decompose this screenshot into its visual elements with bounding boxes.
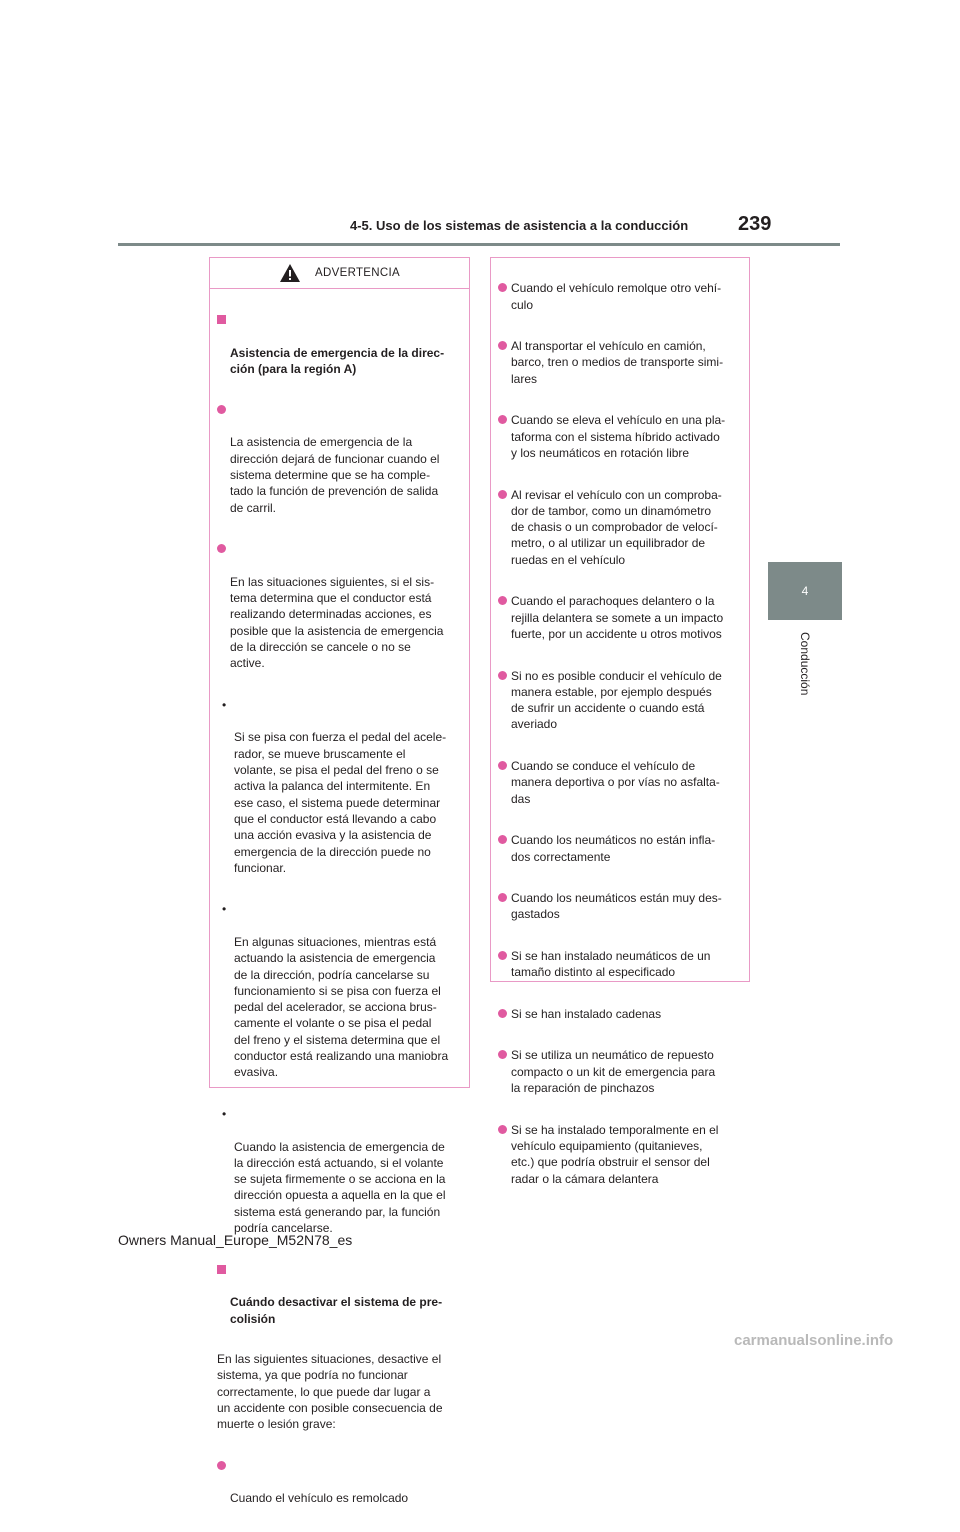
list-item-text: Cuando el vehículo remolque otro vehí- culo (511, 281, 722, 312)
dot-bullet-icon (498, 490, 507, 499)
list-item (498, 1122, 743, 1187)
list-item-text: Si se ha instalado temporalmente en el vehículo equipamiento (quitanieves, etc.) que podría obstruir el sensor del radar o la cámara delantera (511, 1122, 719, 1186)
list-item-text: Cuando se eleva el vehículo en una pla- taforma con el sistema híbrido activado y los neumáticos en rotación libre (511, 413, 726, 460)
dot-bullet-icon (498, 951, 507, 960)
list-item (498, 338, 743, 387)
list-item (498, 412, 743, 461)
heading-text: Cuándo desactivar el sistema de pre- colisión (230, 1295, 443, 1326)
dot-bullet-icon (498, 835, 507, 844)
list-item-text: Cuando el vehículo es remolcado (230, 1491, 409, 1506)
list-item-text: La asistencia de emergencia de la dirección dejará de funcionar cuando el sistema determine que se ha comple- tado la función de prevención de salida de carril. (230, 435, 440, 515)
square-bullet-icon (217, 1265, 226, 1274)
warning-title: ADVERTENCIA (315, 266, 400, 279)
list-item (498, 758, 743, 807)
list-item-text: Cuando se conduce el vehículo de manera deportiva o por vías no asfalta- das (511, 759, 720, 806)
dot-bullet-icon (498, 1125, 507, 1134)
dot-bullet-icon (498, 341, 507, 350)
list-item (498, 1047, 743, 1096)
list-item (498, 593, 743, 642)
list-item (498, 832, 743, 865)
dot-bullet-icon (498, 283, 507, 292)
square-bullet-icon (217, 315, 226, 324)
list-item (498, 487, 743, 568)
sub-list-item (217, 901, 463, 1080)
list-item-text: En las situaciones siguientes, si el sis- tema determina que el conductor está realizando determinadas acciones, es posible que la asistencia de emergencia de la dirección se cancele o no se active. (230, 574, 444, 671)
dot-bullet-icon (498, 415, 507, 424)
warning-box-right (490, 257, 750, 1186)
dot-bullet-icon (217, 1461, 226, 1470)
list-item-text: Si se han instalado cadenas (511, 1006, 662, 1021)
dot-bullet-icon (217, 405, 226, 414)
list-item (498, 280, 743, 313)
warning-triangle-icon (279, 263, 301, 283)
small-dot-icon: • (222, 902, 227, 917)
chapter-tab[interactable] (768, 562, 842, 620)
sub-list-item-text: En algunas situaciones, mientras está actuando la asistencia de emergencia de la dirección, podría cancelarse su funcionamiento si se pisa con fuerza el pedal del acelerador, se acciona brus- camente el volante o se pisa el pedal del freno y el sistema determina que el conductor está realizando una maniobra evasiva. (234, 934, 449, 1080)
sub-list-item-text: Cuando la asistencia de emergencia de la dirección está actuando, si el volante se sujeta firmemente o se acciona en la dirección opuesta a aquella en la que el sistema está generando par, la función podría cancelarse. (234, 1139, 446, 1236)
heading-disable-precollision (217, 1262, 463, 1327)
list-item-text: Cuando los neumáticos están muy des- gastados (511, 891, 722, 922)
small-dot-icon: • (222, 697, 227, 712)
list-item (217, 402, 463, 516)
list-item-text: Al transportar el vehículo en camión, barco, tren o medios de transporte simi- lares (511, 339, 724, 386)
paragraph: En las siguientes situaciones, desactive el sistema, ya que podría no funcionar correctamente, lo que puede dar lugar a un accidente con posible consecuencia de muerte o lesión grave: (217, 1352, 443, 1432)
footer-manual-id: Owners Manual_Europe_M52N78_es (118, 1232, 353, 1248)
list-item-text: Cuando los neumáticos no están infla- dos correctamente (511, 833, 716, 864)
heading-emergency-steering (217, 312, 463, 377)
warning-header (210, 258, 469, 289)
list-item-text: Cuando el parachoques delantero o la rejilla delantera se somete a un impacto fuerte, por un accidente u otros motivos (511, 594, 724, 641)
chapter-number: 4 (801, 584, 809, 598)
dot-bullet-icon (498, 596, 507, 605)
watermark[interactable]: carmanualsonline.info (734, 1332, 894, 1349)
list-item-text: Si no es posible conducir el vehículo de manera estable, por ejemplo después de sufrir un accidente o cuando está averiado (511, 668, 722, 732)
chapter-label: Conducción (798, 632, 812, 696)
page-number: 239 (738, 213, 772, 235)
heading-text: Asistencia de emergencia de la direc- ción (para la región A) (230, 345, 445, 377)
dot-bullet-icon (217, 544, 226, 553)
list-item-text: Si se han instalado neumáticos de un tamaño distinto al especificado (511, 948, 711, 980)
sub-list-item-text: Si se pisa con fuerza el pedal del acele- rador, se mueve bruscamente el volante, se pisa el pedal del freno o se activa la palanca del intermitente. En ese caso, el sistema puede determinar que el conductor está llevando a cabo una acción evasiva y la asistencia de emergencia de la dirección puede no funcionar. (234, 730, 447, 875)
list-item (217, 1458, 463, 1507)
list-item (498, 948, 743, 981)
dot-bullet-icon (498, 671, 507, 680)
header-divider (118, 243, 840, 246)
section-title: 4-5. Uso de los sistemas de asistencia a la conducción (350, 218, 689, 233)
list-item (217, 541, 463, 671)
small-dot-icon: • (222, 1106, 227, 1121)
list-item (498, 668, 743, 733)
list-item (498, 1006, 743, 1022)
dot-bullet-icon (498, 893, 507, 902)
list-item-text: Al revisar el vehículo con un comproba- dor de tambor, como un dinamómetro de chasis o un comprobador de velocí- metro, o al utilizar un equilibrador de ruedas en el vehículo (511, 487, 722, 567)
list-item-text: Si se utiliza un neumático de repuesto compacto o un kit de emergencia para la reparación de pinchazos (511, 1048, 716, 1096)
list-item (498, 890, 743, 923)
dot-bullet-icon (498, 761, 507, 770)
dot-bullet-icon (498, 1050, 507, 1059)
sub-list-item (217, 697, 463, 876)
sub-list-item (217, 1106, 463, 1236)
dot-bullet-icon (498, 1009, 507, 1018)
